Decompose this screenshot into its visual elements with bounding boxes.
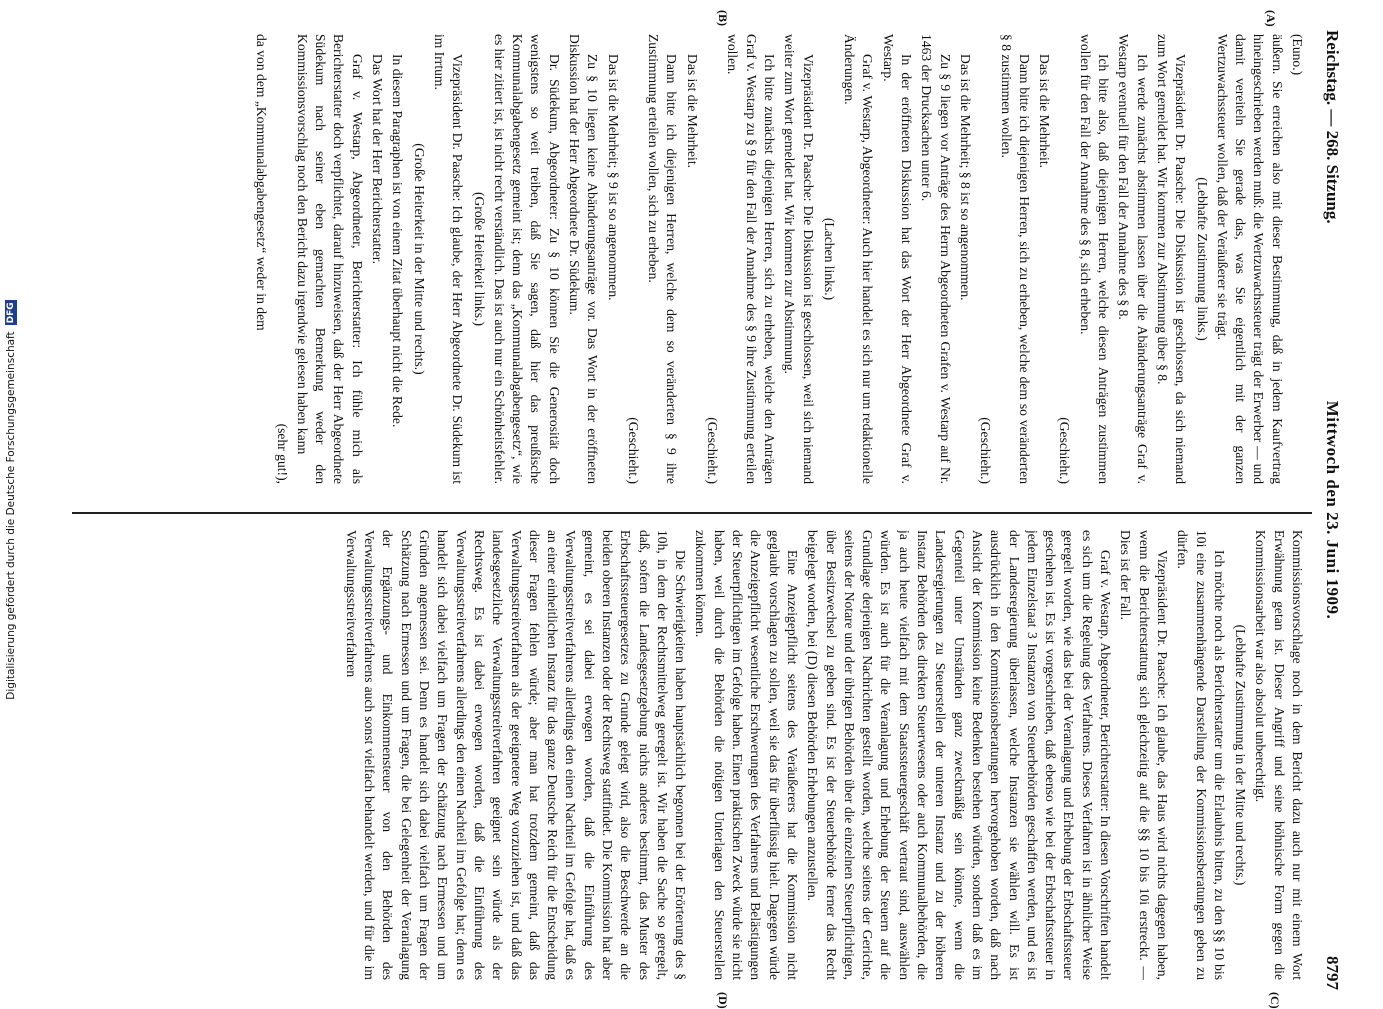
- paragraph: (Lebhafte Zustimmung links.): [1194, 177, 1210, 341]
- paragraph: Ich bitte zunächst diejenigen Herren, sich zu erheben, welche den Anträgen Graf v. Westarp zu § 9 für den Fall der Annahme des § 9 ihre Zustimmung erteilen wollen.: [725, 34, 777, 484]
- right-column: [46, 530, 1306, 980]
- rotated-page: [42, 10, 1342, 1009]
- margin-marker-c: (C): [1268, 992, 1282, 1009]
- paragraph: Das Wort hat der Herr Berichterstatter.: [370, 54, 386, 265]
- digitization-note: Digitalisierung gefördert durch die Deutsche Forschungsgemeinschaft: [5, 331, 17, 700]
- paragraph: Zu § 9 liegen vor Anträge des Herrn Abgeordneten Grafen v. Westarp auf Nr. 1463 der Drucksachen unter 6.: [919, 34, 953, 484]
- paragraph: (Große Heiterkeit in der Mitte und rechts.): [411, 143, 427, 375]
- paragraph: Ich möchte noch als Berichterstatter um die Erlaubnis bitten, zu den §§ 10 bis 10i eine zusammenhängende Darstellung der Kommissionsberatungen geben zu dürfen.: [1175, 530, 1227, 980]
- paragraph: (Lachen links.): [821, 217, 837, 301]
- paragraph: Dann bitte ich diejenigen Herren, sich zu erheben, welche dem so veränderten § 8 zustimmen wollen.: [998, 34, 1032, 484]
- paragraph: Vizepräsident Dr. Paasche: Die Diskussion ist geschlossen, da sich niemand zum Wort gemeldet hat. Wir kommen zur Abstimmung über § 8.: [1154, 34, 1189, 484]
- page-number: 8797: [1323, 956, 1342, 990]
- margin-marker-a: (A): [1264, 10, 1278, 27]
- paragraph: Graf v. Westarp, Abgeordneter: Auch hier handelt es sich nur um redaktionelle Änderungen.: [842, 34, 876, 484]
- digitization-footer: [0, 0, 22, 1000]
- paragraph: Das ist die Mehrheit.: [684, 54, 700, 169]
- paragraph: (Geschieht.): [705, 417, 721, 484]
- paragraph: Vizepräsident Dr. Paasche: Ich glaube, der Herr Abgeordnete Dr. Südekum ist im Irrtum.: [431, 34, 466, 484]
- paragraph: Dann bitte ich diejenigen Herren, welche dem so veränderten § 9 ihre Zustimmung erteilen wollen, sich zu erheben.: [646, 34, 680, 484]
- margin-marker-d: (D): [716, 992, 730, 1009]
- column-divider: [72, 512, 1312, 514]
- paragraph: Eine Anzeigepflicht seitens des Veräußerers hat die Kommission nicht geglaubt vorschlagen zu sollen, weil sie das für überflüssig hielt. Dagegen würde die Anzeigepflicht wesentliche Erschwerungen des Verfahrens und Belästigungen der Steuerpflichtigen im Gefolge haben. Einen praktischen Zweck würde sie nicht haben, weil durch die Behörden die nötigen Unterlagen den Steuerstellen zukommen können.: [693, 530, 800, 980]
- paragraph: Dr. Südekum, Abgeordneter: Zu § 10 können Sie die Generosität doch wenigstens so weit treiben, daß Sie sagen, daß hier das preußische Kommunalabgabengesetz gemeint ist; denn das „Kommunalabgabengesetz“, wie es hier zitiert ist, ist nicht recht verständlich. Das ist auch nur ein Schönheitsfehler.: [491, 34, 562, 484]
- paragraph: In diesem Paragraphen ist von einem Zitat überhaupt nicht die Rede.: [390, 54, 406, 428]
- paragraph: Ich bitte also, daß diejenigen Herren, welche diesen Anträgen zustimmen wollen für den Fall der Annahme des § 8, sich erheben.: [1077, 34, 1112, 484]
- paragraph: Vizepräsident Dr. Paasche: Die Diskussion ist geschlossen, weil sich niemand weiter zum Wort gemeldet hat. Wir kommen zur Abstimmung.: [782, 34, 816, 484]
- page-header: [1318, 30, 1342, 990]
- paragraph: Die Schwierigkeiten haben hauptsächlich begonnen bei der Erörterung des § 10h, in dem der Rechtsmittelweg geregelt ist. Wir haben die Sache so geregelt, daß, sofern die Landesgesetzgebung nichts anderes bestimmt, das Muster des Erbschaftssteuergesetzes zu Grunde gelegt wird, also die Beschwerde an die beiden oberen Instanzen oder der Rechtsweg stattfindet. Die Kommission hat aber gemeint, es sei dabei erwogen worden, daß die Einführung des Verwaltungsstreitverfahrens allerdings den einen Nachteil im Gefolge hat, daß es an einer einheitlichen Instanz für das ganze Deutsche Reich für die Entscheidung dieser Fragen fehlen würde; aber man hat trotzdem gemeint, daß das Verwaltungsstreitverfahren als der geeignetere Weg vorzuziehen ist, und daß das landesgesetzliche Verwaltungsstreitverfahren geeignet sein würde als der Rechtsweg. Es ist dabei erwogen worden, daß die Einführung des Verwaltungsstreitverfahrens allerdings den einen Nachteil im Gefolge hat; denn es handelt sich dabei vielfach um Fragen der Schätzung nach Ermessen und um Gründen angemessen sei. Denn es handelt sich dabei vielfach um Fragen der Schätzung nach Ermessen und um Fragen, die bei Gelegenheit der Veranlagung der Ergänzungs- und Einkommensteuer von den Behörden des Verwaltungsstreitverfahrens auch sonst vielfach behandelt werden, und für die im Verwaltungsstreitverfahren: [343, 530, 689, 980]
- paragraph: In der eröffneten Diskussion hat das Wort der Herr Abgeordnete Graf v. Westarp.: [880, 34, 915, 484]
- paragraph: Das ist die Mehrheit; § 8 ist so angenommen.: [957, 54, 973, 301]
- paragraph: (Euno.): [1290, 34, 1305, 76]
- paragraph: (Geschieht.): [978, 417, 994, 484]
- header-session: Reichstag. — 268. Sitzung.: [1323, 30, 1342, 224]
- paragraph: (sehr gut!),: [274, 423, 290, 484]
- paragraph: (Geschieht.): [1057, 417, 1073, 484]
- paragraph: Das ist die Mehrheit; § 9 ist so angenommen.: [605, 54, 621, 301]
- paragraph: Ich werde zunächst abstimmen lassen über die Abänderungsanträge Graf v. Westarp eventuell für den Fall der Annahme des § 8.: [1116, 34, 1150, 484]
- paragraph: (Große Heiterkeit links.): [471, 191, 487, 326]
- dfg-logo: DFG: [6, 302, 16, 324]
- paragraph: Graf v. Westarp, Abgeordneter, Berichterstatter: In diesen Vorschriften handelt es sich um die Regelung des Verfahrens. Dieses Verfahren ist in ähnlicher Weise geregelt worden, wie das bei der Veranlagung und Erhebung der Erbschaftssteuer geschehen ist. Es ist vorgeschrieben, daß ebenso wie bei der Erbschaftssteuer in jedem Einzelstaat 3 Instanzen von Steuerbehörden geschaffen werden, und es ist der Landesregierung überlassen, welche Instanzen sie wählen will. Es ist ausdrücklich in den Kommissionsberatungen hervorgehoben worden, daß nach Ansicht der Kommission keine Bedenken bestehen würden, sondern daß es im Gegenteil unter Umständen ganz zweckmäßig sein könnte, wenn die Landesregierungen zu Steuerstellen der unteren Instanz und zu der höheren Instanz Behörden des direkten Steuerwesens oder auch Kommunalbehörden, die ja auch heute vielfach mit dem Staatssteuergeschäft vertraut sind, auswählen würden. Es ist auch für die Veranlagung und Erhebung der Steuern auf die Grundlage derjenigen Nachrichten gestellt worden, welche seitens der Gerichte, seitens der Notare und der übrigen Behörden über die einzelnen Steuerpflichtigen, über Besitzwechsel zu geben sind. Es ist der Steuerbehörde ferner das Recht beigelegt worden, bei (D) diesen Behörden Erhebungen anzustellen.: [805, 530, 1114, 980]
- header-date: Mittwoch den 23. Juni 1909.: [1323, 400, 1342, 620]
- paragraph: Graf v. Westarp, Abgeordneter, Berichterstatter: Ich fühle mich als Berichterstatter doch verpflichtet, darauf hinzuweisen, daß der Herr Abgeordnete Südekum nach seiner eben gemachten Bemerkung weder den Kommissionsvorschlag noch den Bericht dazu irgendwie gelesen haben kann: [294, 34, 365, 484]
- paragraph: (Geschieht.): [625, 417, 641, 484]
- paragraph: Das ist die Mehrheit.: [1037, 54, 1053, 169]
- paragraph: (Lebhafte Zustimmung in der Mitte und rechts.): [1233, 624, 1249, 886]
- paragraph: äußern. Sie erreichen also mit dieser Bestimmung, daß in jedem Kaufvertrag hineingeschrieben werden muß: die Wertzuwachssteuer trägt der Erwerber — und damit vereiteln Sie gerade das, was Sie eigentlich mit der ganzen Wertzuwachssteuer wollen, daß der Veräußerer sie trägt.: [1214, 34, 1285, 484]
- paragraph: Vizepräsident Dr. Paasche: Ich glaube, das Haus wird nichts dagegen haben, wenn die Berichterstattung sich gleichzeitig auf die §§ 10 bis 10i erstreckt. — Dies ist der Fall.: [1118, 530, 1170, 980]
- margin-marker-b: (B): [716, 10, 730, 26]
- paragraph: Zu § 10 liegen keine Abänderungsanträge vor. Das Wort in der eröffneten Diskussion hat der Herr Abgeordnete Dr. Südekum.: [567, 34, 601, 484]
- left-column: [46, 34, 1306, 484]
- paragraph: da von dem „Kommunalabgabengesetz“ weder in dem: [254, 34, 270, 331]
- paragraph: Kommissionsvorschlage noch in dem Bericht dazu auch nur mit einem Wort Erwähnung getan ist. Dieser Angriff und seine höhnische Form gegen die Kommissionsarbeit war also absolut unberechtigt.: [1253, 530, 1305, 980]
